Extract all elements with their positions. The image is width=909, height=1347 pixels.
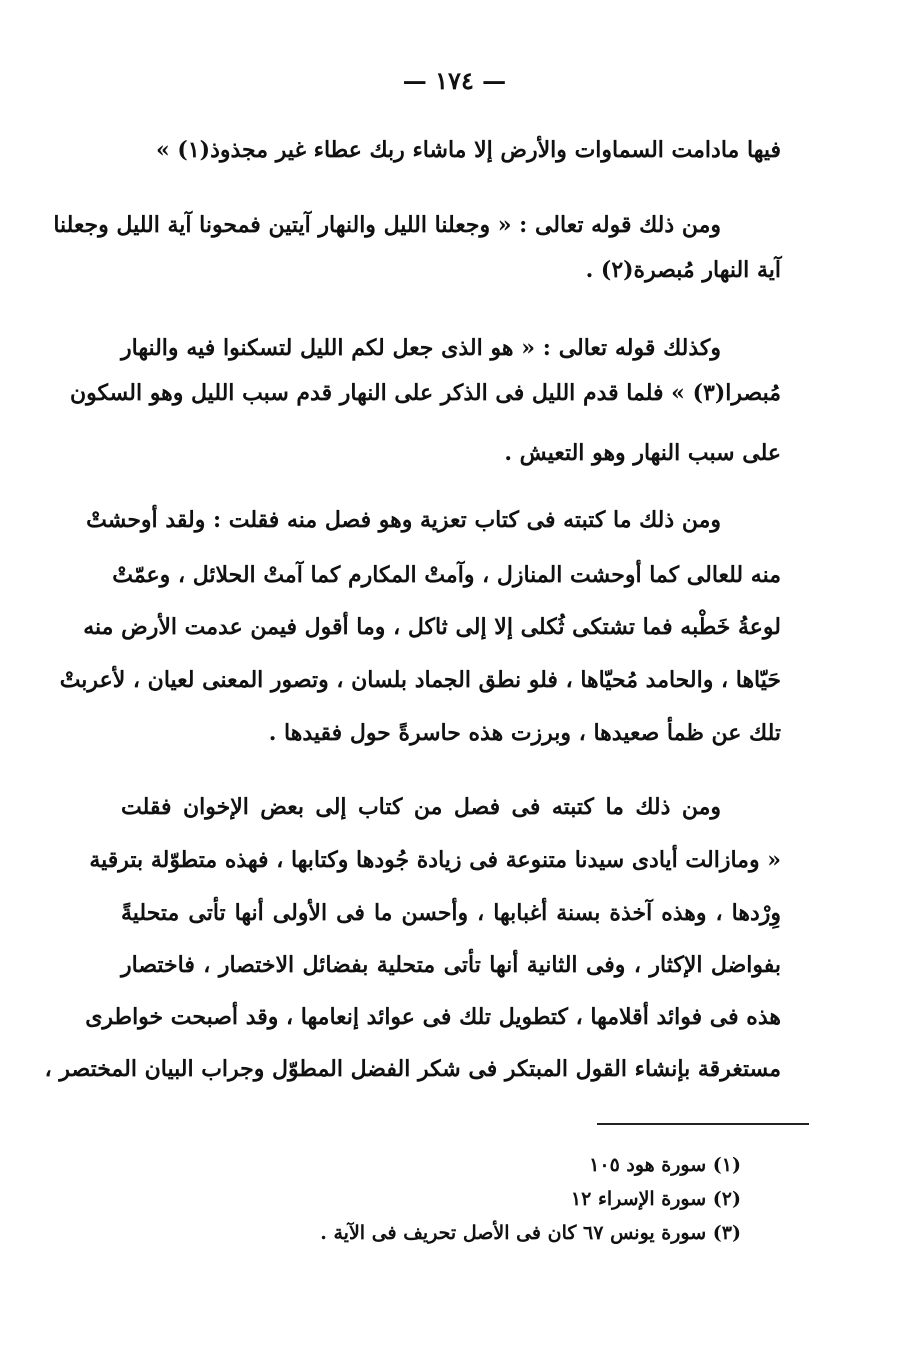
text-line: آية النهار مُبصرة(٢) . <box>585 257 781 283</box>
text-line: مُبصرا(٣) » فلما قدم الليل فى الذكر على النهار قدم سبب الليل وهو السكون <box>70 380 781 406</box>
footnote-divider <box>597 1123 809 1125</box>
text-line: ومن ذلك ما كتبته فى كتاب تعزية وهو فصل منه فقلت : ولقد أوحشتْ <box>86 507 721 533</box>
text-line: هذه فى فوائد أقلامها ، كتطويل تلك فى عوائد إنعامها ، وقد أصبحت خواطرى <box>85 1004 781 1030</box>
text-line: بفواضل الإكثار ، وفى الثانية أنها تأتى متحلية بفضائل الاختصار ، فاختصار <box>121 952 781 978</box>
text-line: ومن ذلك ما كتبته فى فصل من كتاب إلى بعض الإخوان فقلت <box>121 794 721 820</box>
text-line: ومن ذلك قوله تعالى : « وجعلنا الليل والنهار آيتين فمحونا آية الليل وجعلنا <box>53 212 721 238</box>
text-line: حَيّاها ، والحامد مُحيّاها ، فلو نطق الجماد بلسان ، وتصور المعنى لعيان ، لأعربتْ <box>59 667 781 693</box>
text-line: لوعةُ خَطْبه فما تشتكى ثُكلى إلا إلى ثاكل ، وما أقول فيمن عدمت الأرض منه <box>83 614 781 640</box>
page-number: — ١٧٤ — <box>402 66 507 95</box>
text-line: منه للعالى كما أوحشت المنازل ، وآمتْ المكارم كما آمتْ الحلائل ، وعمّتْ <box>112 562 781 588</box>
footnote: (١) سورة هود ١٠٥ <box>589 1154 741 1176</box>
text-line: مستغرقة بإنشاء القول المبتكر فى شكر الفضل المطوّل وجراب البيان المختصر ، <box>44 1056 781 1082</box>
text-line: وكذلك قوله تعالى : « هو الذى جعل لكم الليل لتسكنوا فيه والنهار <box>121 335 721 361</box>
text-line: تلك عن ظمأ صعيدها ، وبرزت هذه حاسرةً حول فقيدها . <box>268 720 781 746</box>
text-line: على سبب النهار وهو التعيش . <box>504 440 781 466</box>
text-line: وِرْدها ، وهذه آخذة بسنة أغبابها ، وأحسن ما فى الأولى أنها تأتى متحليةً <box>121 900 781 926</box>
text-line: فيها مادامت السماوات والأرض إلا ماشاء ربك عطاء غير مجذوذ(١) » <box>156 137 781 163</box>
footnote: (٣) سورة يونس ٦٧ كان فى الأصل تحريف فى الآية . <box>320 1222 741 1244</box>
footnote: (٢) سورة الإسراء ١٢ <box>570 1188 741 1210</box>
text-line: « ومازالت أيادى سيدنا متنوعة فى زيادة جُودها وكتابها ، فهذه متطوّلة بترقية <box>89 847 781 873</box>
